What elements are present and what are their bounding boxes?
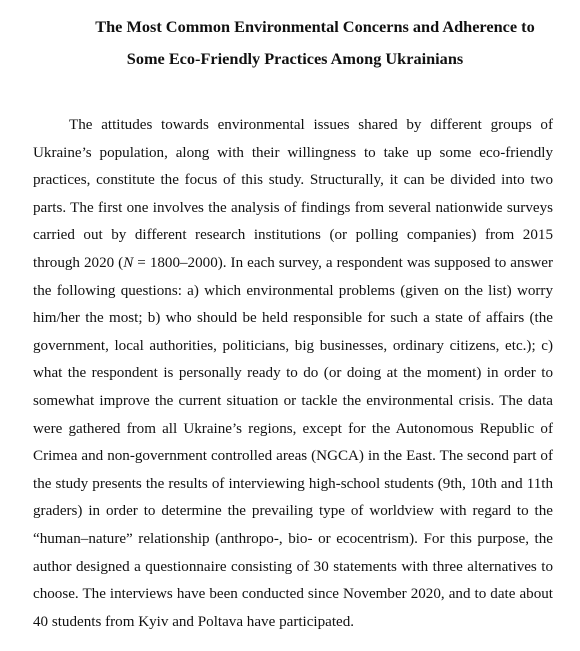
paragraph-text-part-1: The attitudes towards environmental issues shared by different groups of Ukraine’s population, along with their willingness to take up some eco-friendly practices, constitute the focus of this study. Structurally, it can be divided into two parts. The first one involves the analysis of findings from several nationwide surveys carried out by different research institutions (or polling companies) from 2015 through 2020 ( — [33, 117, 553, 271]
title-line-2: Some Eco-Friendly Practices Among Ukrainians — [126, 49, 464, 68]
title-line-1: The Most Common Environmental Concerns and Adherence to — [95, 17, 535, 36]
paragraph-text-part-2: = 1800–2000). In each survey, a respondent was supposed to answer the following questions: a) which environmental problems (given on the list) worry him/her the most; b) who should be held responsible for such a state of affairs (the government, local authorities, politicians, big businesses, ordinary citizens, etc.); c) what the respondent is personally ready to do (or doing at the moment) in order to somewhat improve the current situation or tackle the environmental crisis. The data were gathered from all Ukraine’s regions, except for the Autonomous Republic of Crimea and non-government controlled areas (NGCA) in the East. The second part of the study presents the results of interviewing high-school students (9th, 10th and 11th graders) in order to determine the prevailing type of worldview with regard to the “human–nature” relationship (anthropo-, bio- or ecocentrism). For this purpose, the author designed a questionnaire consisting of 30 statements with three alternatives to choose. The interviews have been conducted since November 2020, and to date about 40 students from Kyiv and Poltava have participated. — [33, 254, 553, 630]
sample-size-symbol: N — [123, 254, 134, 271]
abstract-paragraph — [33, 112, 553, 636]
